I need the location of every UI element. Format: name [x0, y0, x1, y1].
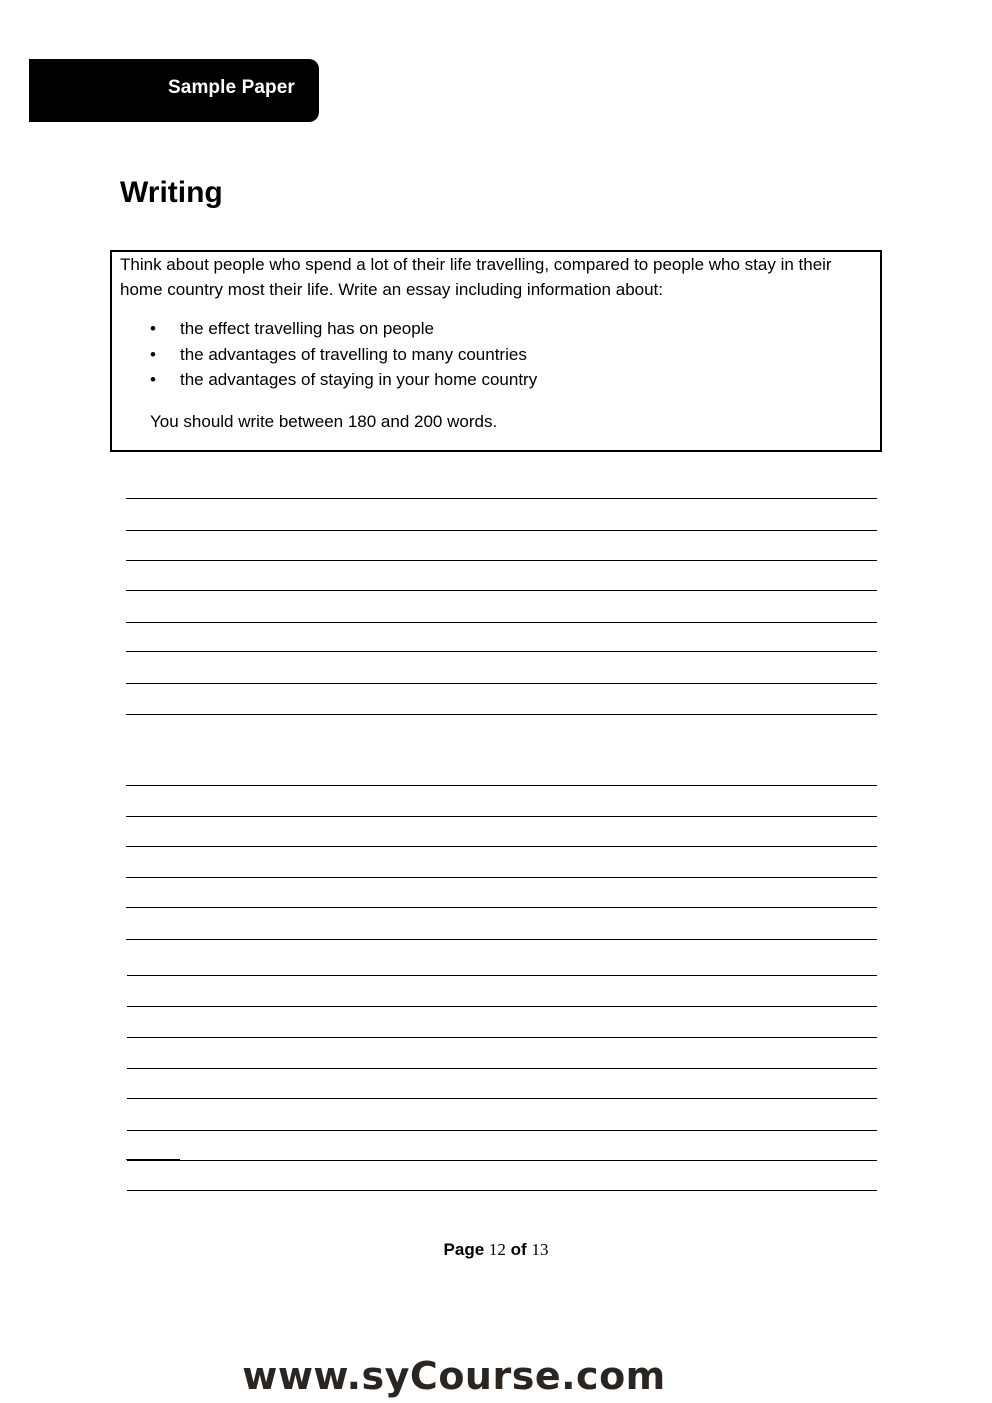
current-page: 12	[488, 1240, 506, 1259]
short-rule	[126, 1159, 180, 1160]
writing-line	[126, 560, 877, 561]
writing-line	[126, 714, 877, 715]
task-box	[110, 250, 882, 452]
total-pages: 13	[531, 1240, 549, 1259]
bullet-text: the effect travelling has on people	[180, 319, 434, 338]
bullet-icon: •	[150, 344, 156, 364]
writing-line	[126, 651, 877, 652]
writing-line	[127, 1006, 877, 1007]
writing-line	[126, 846, 877, 847]
word-count-instruction: You should write between 180 and 200 words.	[150, 412, 498, 431]
writing-line	[127, 1130, 877, 1131]
writing-line	[126, 622, 877, 623]
writing-line	[127, 1160, 877, 1161]
writing-line	[126, 683, 877, 684]
writing-line	[127, 975, 877, 976]
task-prompt: Think about people who spend a lot of their life travelling, compared to people who stay in their home country most their life. Write an essay including information about:	[120, 255, 832, 299]
writing-line	[127, 1098, 877, 1099]
writing-line	[126, 907, 877, 908]
section-title: Writing	[120, 176, 223, 209]
task-bullet-list	[150, 316, 537, 393]
page-number	[0, 1240, 992, 1260]
writing-line	[126, 939, 877, 940]
header-tab-label: Sample Paper	[168, 77, 295, 98]
list-item	[150, 367, 537, 393]
writing-line	[127, 1037, 877, 1038]
writing-line	[126, 816, 877, 817]
writing-line	[126, 785, 877, 786]
bullet-icon: •	[150, 370, 156, 389]
writing-line	[127, 1190, 877, 1191]
bullet-icon: •	[150, 319, 156, 338]
of-word: of	[510, 1240, 527, 1259]
list-item	[150, 342, 537, 368]
page-word: Page	[443, 1240, 485, 1259]
bullet-text: the advantages of staying in your home country	[180, 370, 538, 389]
site-watermark: www.syCourse.com	[242, 1354, 666, 1398]
writing-line	[126, 877, 877, 878]
writing-line	[127, 1068, 877, 1069]
list-item	[150, 316, 537, 342]
header-tab	[29, 59, 319, 122]
writing-line	[126, 530, 877, 531]
bullet-text: the advantages of travelling to many countries	[180, 344, 527, 364]
writing-line	[126, 498, 877, 499]
writing-line	[126, 590, 877, 591]
